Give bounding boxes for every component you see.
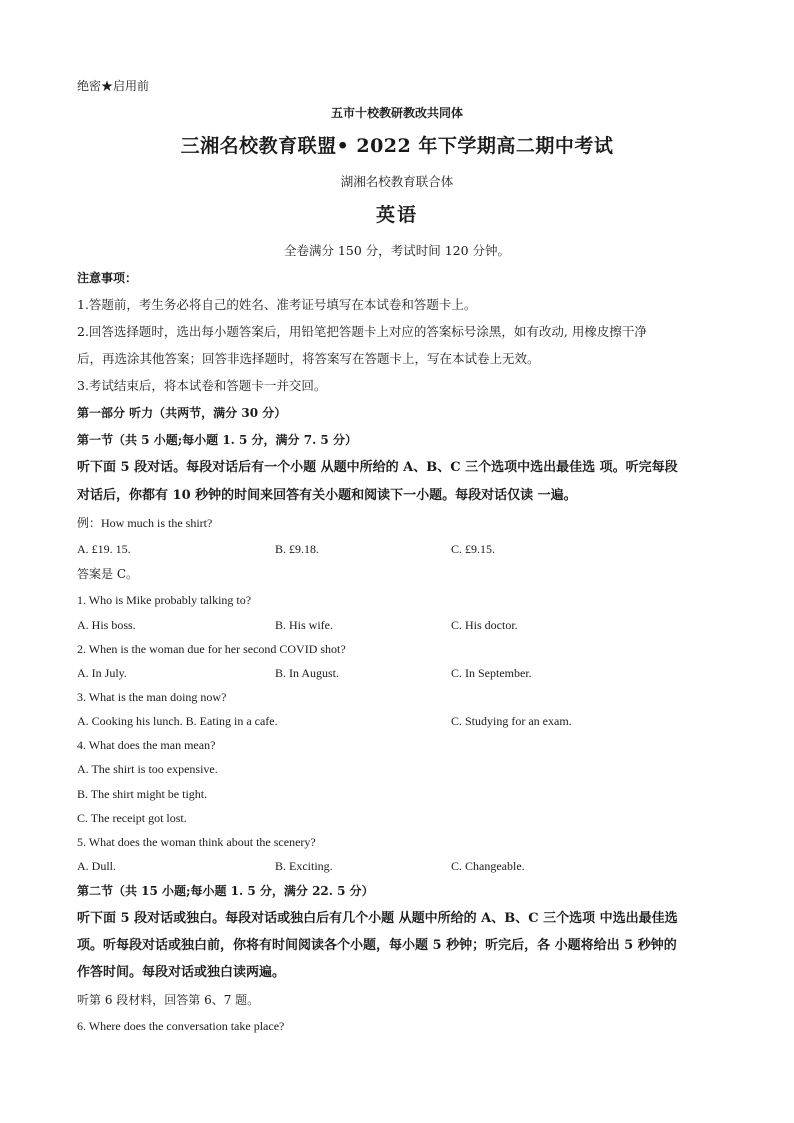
part1-heading: 第一部分 听力（共两节，满分 30 分） bbox=[77, 406, 287, 420]
notice-item-1: 1.答题前，考生务必将自己的姓名、准考证号填写在本试卷和答题卡上。 bbox=[77, 297, 477, 312]
q5-option-b: B. Exciting. bbox=[275, 859, 333, 873]
notice-item-3: 3.考试结束后，将本试卷和答题卡一并交回。 bbox=[77, 378, 327, 393]
exam-title: 三湘名校教育联盟• 2022 年下学期高二期中考试 bbox=[180, 135, 614, 157]
organizer-line-2: 湖湘名校教育联合体 bbox=[340, 174, 454, 189]
q5-option-c: C. Changeable. bbox=[451, 859, 525, 873]
organizer-line-1: 五市十校教研教改共同体 bbox=[330, 106, 463, 120]
example-option-c: C. £9.15. bbox=[451, 542, 496, 556]
material-6-label: 听第 6 段材料，回答第 6、7 题。 bbox=[77, 993, 260, 1007]
q1-option-a: A. His boss. bbox=[77, 618, 136, 632]
example-answer: 答案是 C。 bbox=[77, 567, 138, 581]
question-3: 3. What is the man doing now? bbox=[77, 690, 227, 704]
q2-option-a: A. In July. bbox=[77, 666, 127, 680]
q3-options-a-b: A. Cooking his lunch. B. Eating in a cafe. bbox=[77, 714, 278, 728]
q1-option-c: C. His doctor. bbox=[451, 618, 518, 632]
example-option-a: A. £19. 15. bbox=[77, 542, 131, 556]
question-1: 1. Who is Mike probably talking to? bbox=[77, 593, 252, 607]
q5-option-a: A. Dull. bbox=[77, 859, 116, 873]
notice-item-2-line-2: 后，再选涂其他答案；回答非选择题时，将答案写在答题卡上，写在本试卷上无效。 bbox=[77, 351, 540, 366]
section2-instruction-line-2: 项。听每段对话或独白前，你将有时间阅读各个小题，每小题 5 秒钟；听完后，各 小题将给出 5 秒钟的 bbox=[77, 938, 677, 953]
confidential-label: 绝密★启用前 bbox=[77, 79, 150, 93]
section1-heading: 第一节（共 5 小题;每小题 1. 5 分，满分 7. 5 分） bbox=[77, 433, 357, 447]
question-4: 4. What does the man mean? bbox=[77, 738, 216, 752]
q3-option-c: C. Studying for an exam. bbox=[451, 714, 572, 728]
score-and-time: 全卷满分 150 分，考试时间 120 分钟。 bbox=[283, 243, 511, 258]
section2-heading: 第二节（共 15 小题;每小题 1. 5 分，满分 22. 5 分） bbox=[77, 884, 374, 898]
subject-title: 英语 bbox=[375, 204, 418, 226]
notice-heading: 注意事项： bbox=[77, 271, 138, 285]
q4-option-b: B. The shirt might be tight. bbox=[77, 787, 208, 801]
question-5: 5. What does the woman think about the scenery? bbox=[77, 835, 316, 849]
q2-option-c: C. In September. bbox=[451, 666, 532, 680]
section2-instruction-line-3: 作答时间。每段对话或独白读两遍。 bbox=[77, 965, 286, 980]
q4-option-a: A. The shirt is too expensive. bbox=[77, 762, 218, 776]
question-6: 6. Where does the conversation take place? bbox=[77, 1019, 285, 1033]
question-2: 2. When is the woman due for her second COVID shot? bbox=[77, 642, 346, 656]
q4-option-c: C. The receipt got lost. bbox=[77, 811, 187, 825]
example-option-b: B. £9.18. bbox=[275, 542, 320, 556]
section2-instruction-line-1: 听下面 5 段对话或独白。每段对话或独白后有几个小题 从题中所给的 A、B、C 三个选项 中选出最佳选 bbox=[77, 911, 678, 926]
q2-option-b: B. In August. bbox=[275, 666, 340, 680]
section1-instruction-line-2: 对话后，你都有 10 秒钟的时间来回答有关小题和阅读下一小题。每段对话仅读 一遍。 bbox=[77, 488, 577, 503]
example-question: 例：How much is the shirt? bbox=[77, 516, 213, 530]
section1-instruction-line-1: 听下面 5 段对话。每段对话后有一个小题 从题中所给的 A、B、C 三个选项中选出最佳选 项。听完每段 bbox=[77, 460, 678, 475]
notice-item-2-line-1: 2.回答选择题时，选出每小题答案后，用铅笔把答题卡上对应的答案标号涂黑，如有改动, 用橡皮擦干净 bbox=[77, 324, 647, 339]
q1-option-b: B. His wife. bbox=[275, 618, 333, 632]
